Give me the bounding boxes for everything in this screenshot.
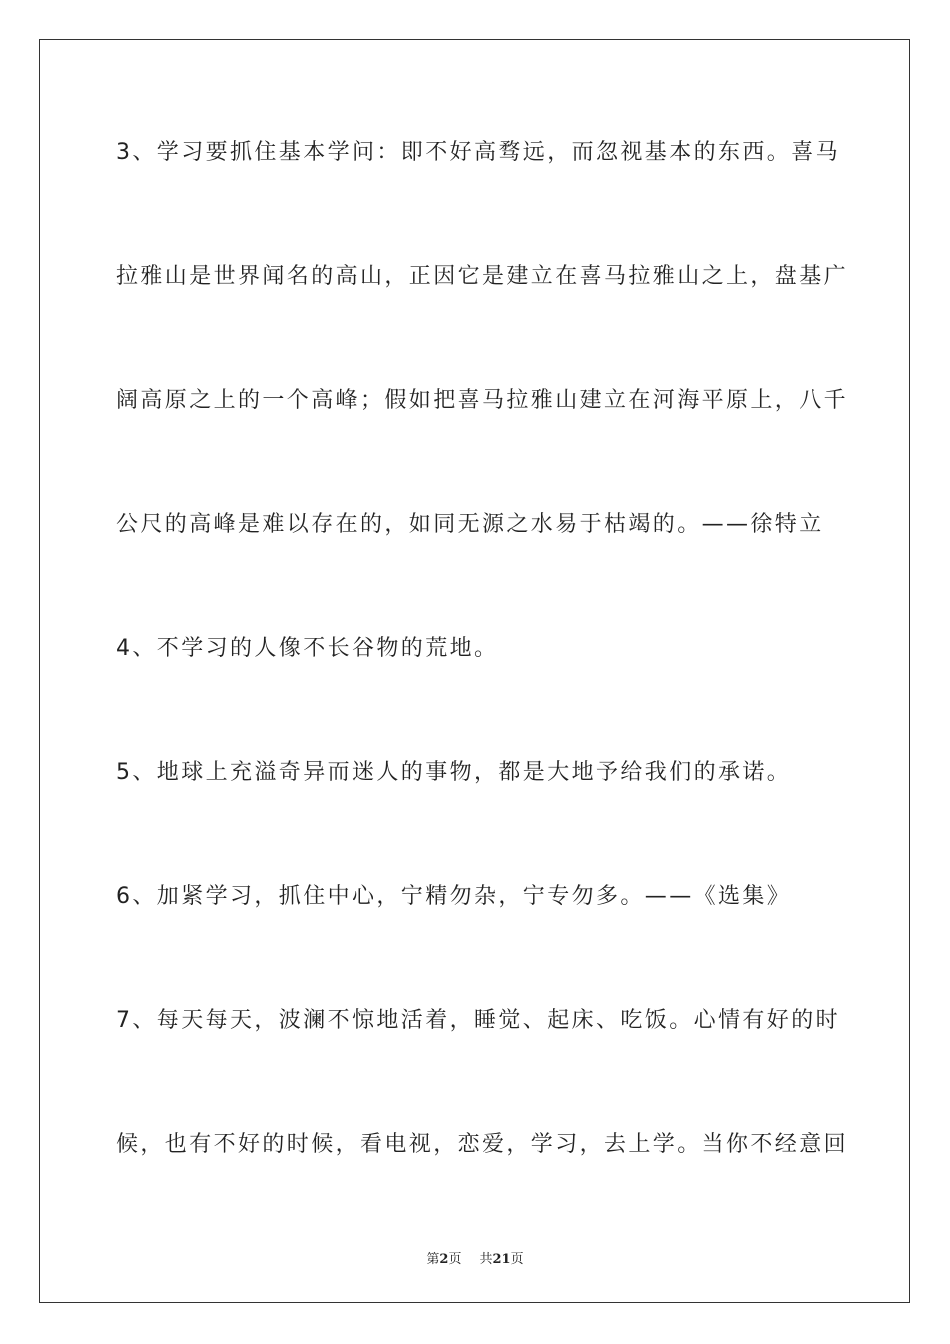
text-line: 候，也有不好的时候，看电视，恋爱，学习，去上学。当你不经意回 xyxy=(116,1132,849,1157)
text-line: 3、学习要抓住基本学问：即不好高骛远，而忽视基本的东西。喜马 xyxy=(116,140,840,165)
document-body xyxy=(116,128,849,1244)
total-prefix: 共 xyxy=(479,1252,493,1267)
text-line: 4、不学习的人像不长谷物的荒地。 xyxy=(116,636,499,661)
total-pages: 21 xyxy=(492,1252,511,1267)
page-prefix: 第 xyxy=(426,1252,440,1267)
page-suffix: 页 xyxy=(448,1252,462,1267)
text-line: 5、地球上充溢奇异而迷人的事物，都是大地予给我们的承诺。 xyxy=(116,760,792,785)
text-line: 拉雅山是世界闻名的高山，正因它是建立在喜马拉雅山之上，盘基广 xyxy=(116,264,849,289)
text-line: 公尺的高峰是难以存在的，如同无源之水易于枯竭的。——徐特立 xyxy=(116,512,824,537)
text-line: 6、加紧学习，抓住中心，宁精勿杂，宁专勿多。——《选集》 xyxy=(116,884,792,909)
text-line: 阔高原之上的一个高峰；假如把喜马拉雅山建立在河海平原上，八千 xyxy=(116,388,849,413)
text-line: 7、每天每天，波澜不惊地活着，睡觉、起床、吃饭。心情有好的时 xyxy=(116,1008,840,1033)
page-number: 2 xyxy=(439,1252,449,1267)
page-footer xyxy=(0,1248,950,1267)
total-suffix: 页 xyxy=(510,1252,524,1267)
